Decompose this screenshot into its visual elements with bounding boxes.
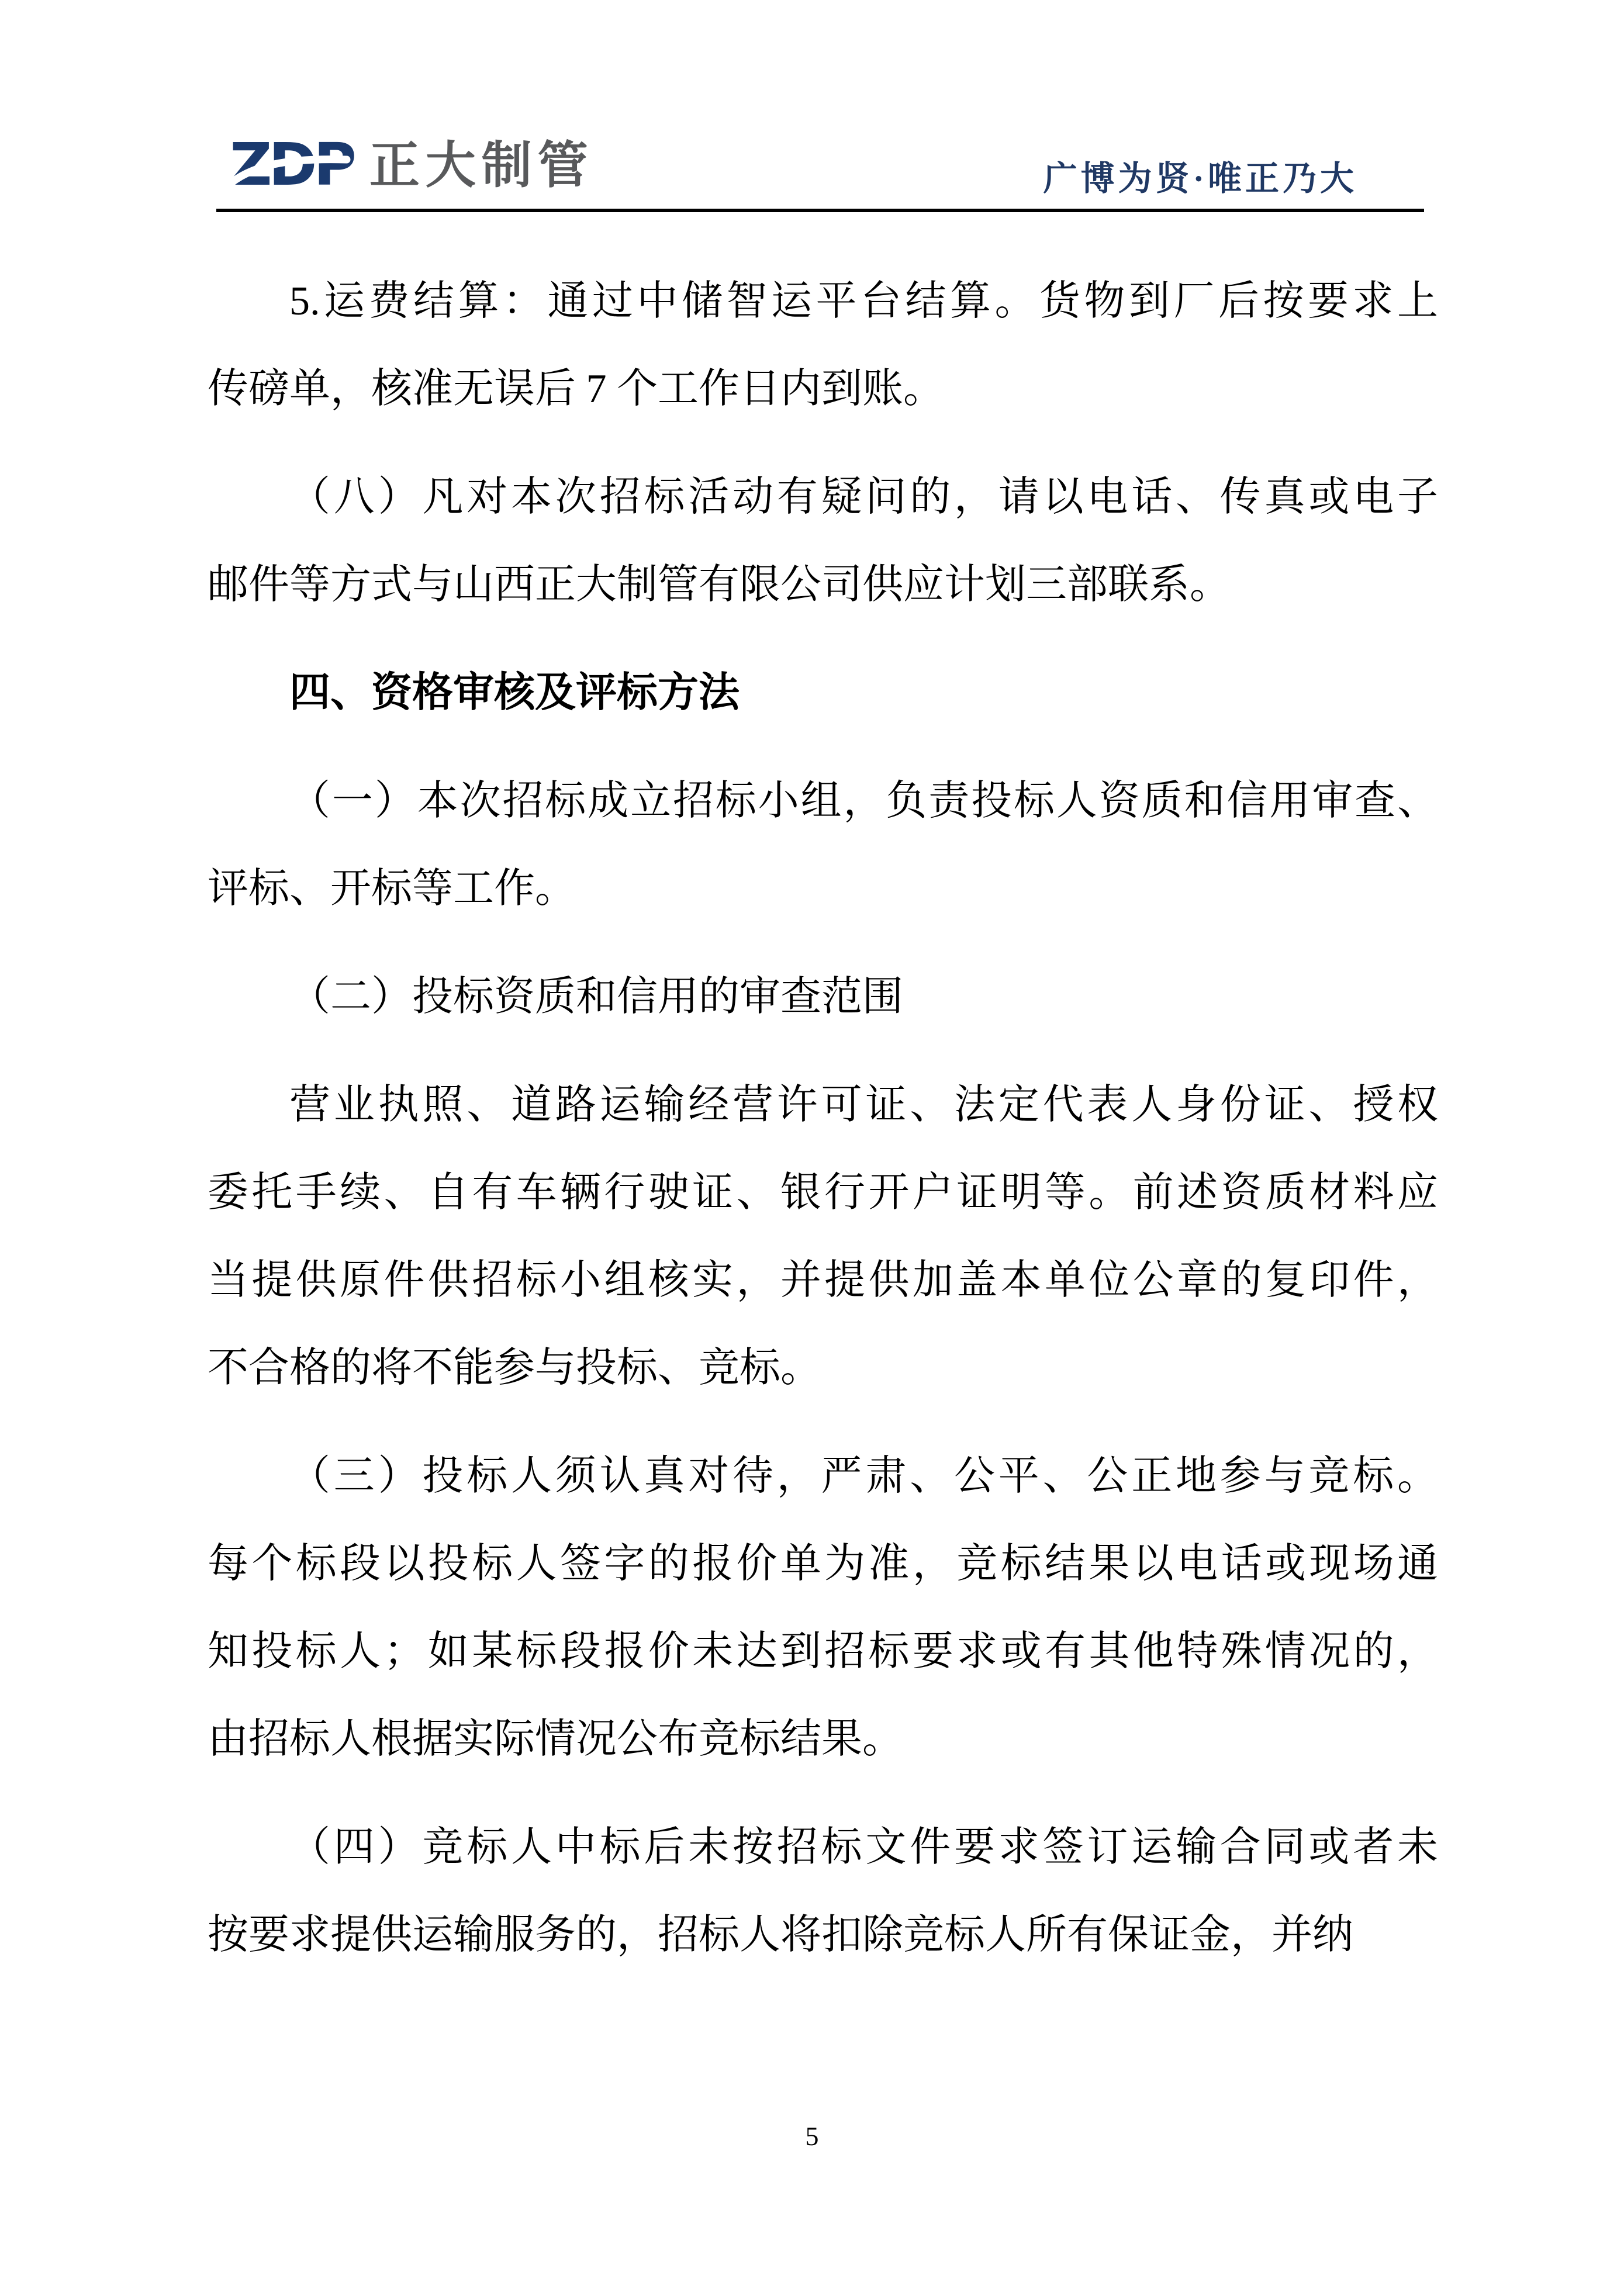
text-line: 5.运费结算：通过中储智运平台结算。货物到厂后按要求上 xyxy=(289,279,1438,324)
text-line: （四）竞标人中标后未按招标文件要求签订运输合同或者未 xyxy=(289,1825,1438,1870)
paragraph-bid-committee xyxy=(208,758,1438,933)
logo-zdp-letters: ZDP xyxy=(230,130,353,199)
company-logo xyxy=(230,130,594,199)
text-line: 知投标人；如某标段报价未达到招标要求或有其他特殊情况的， xyxy=(208,1629,1438,1674)
text-line: 当提供原件供招标小组核实，并提供加盖本单位公章的复印件， xyxy=(208,1258,1438,1303)
text-line: （二）投标资质和信用的审查范围 xyxy=(289,974,903,1019)
logo-zdp-text xyxy=(230,130,353,199)
paragraph-contact-info xyxy=(208,454,1438,629)
text-line: 传磅单，核准无误后 7 个工作日内到账。 xyxy=(208,366,944,412)
paragraph-freight-settlement xyxy=(208,258,1438,433)
paragraph-required-documents xyxy=(208,1061,1438,1412)
section-heading xyxy=(208,649,1438,737)
header-slogan: 广博为贤·唯正乃大 xyxy=(1043,160,1357,198)
text-line: 不合格的将不能参与投标、竞标。 xyxy=(208,1346,821,1391)
document-body xyxy=(208,258,1438,2000)
text-line: 每个标段以投标人签字的报价单为准，竞标结果以电话或现场通 xyxy=(208,1541,1438,1586)
text-line: （三）投标人须认真对待，严肃、公平、公正地参与竞标。 xyxy=(289,1454,1438,1499)
logo-company-name: 正大制管 xyxy=(369,136,594,195)
text-line: 由招标人根据实际情况公布竞标结果。 xyxy=(208,1717,903,1762)
paragraph-bidder-conduct xyxy=(208,1433,1438,1783)
text-line: 按要求提供运输服务的，招标人将扣除竞标人所有保证金，并纳 xyxy=(208,1913,1353,1958)
paragraph-penalty-clause xyxy=(208,1804,1438,1979)
heading-line: 四、资格审核及评标方法 xyxy=(289,670,740,715)
header-divider xyxy=(216,209,1424,212)
paragraph-review-scope-title xyxy=(208,953,1438,1041)
text-line: （八）凡对本次招标活动有疑问的，请以电话、传真或电子 xyxy=(289,475,1438,520)
page-number: 5 xyxy=(805,2121,819,2151)
text-line: 委托手续、自有车辆行驶证、银行开户证明等。前述资质材料应 xyxy=(208,1170,1438,1215)
text-line: 邮件等方式与山西正大制管有限公司供应计划三部联系。 xyxy=(208,562,1231,607)
text-line: （一）本次招标成立招标小组，负责投标人资质和信用审查、 xyxy=(289,779,1438,824)
text-line: 评标、开标等工作。 xyxy=(208,866,576,911)
text-line: 营业执照、道路运输经营许可证、法定代表人身份证、授权 xyxy=(289,1083,1438,1128)
